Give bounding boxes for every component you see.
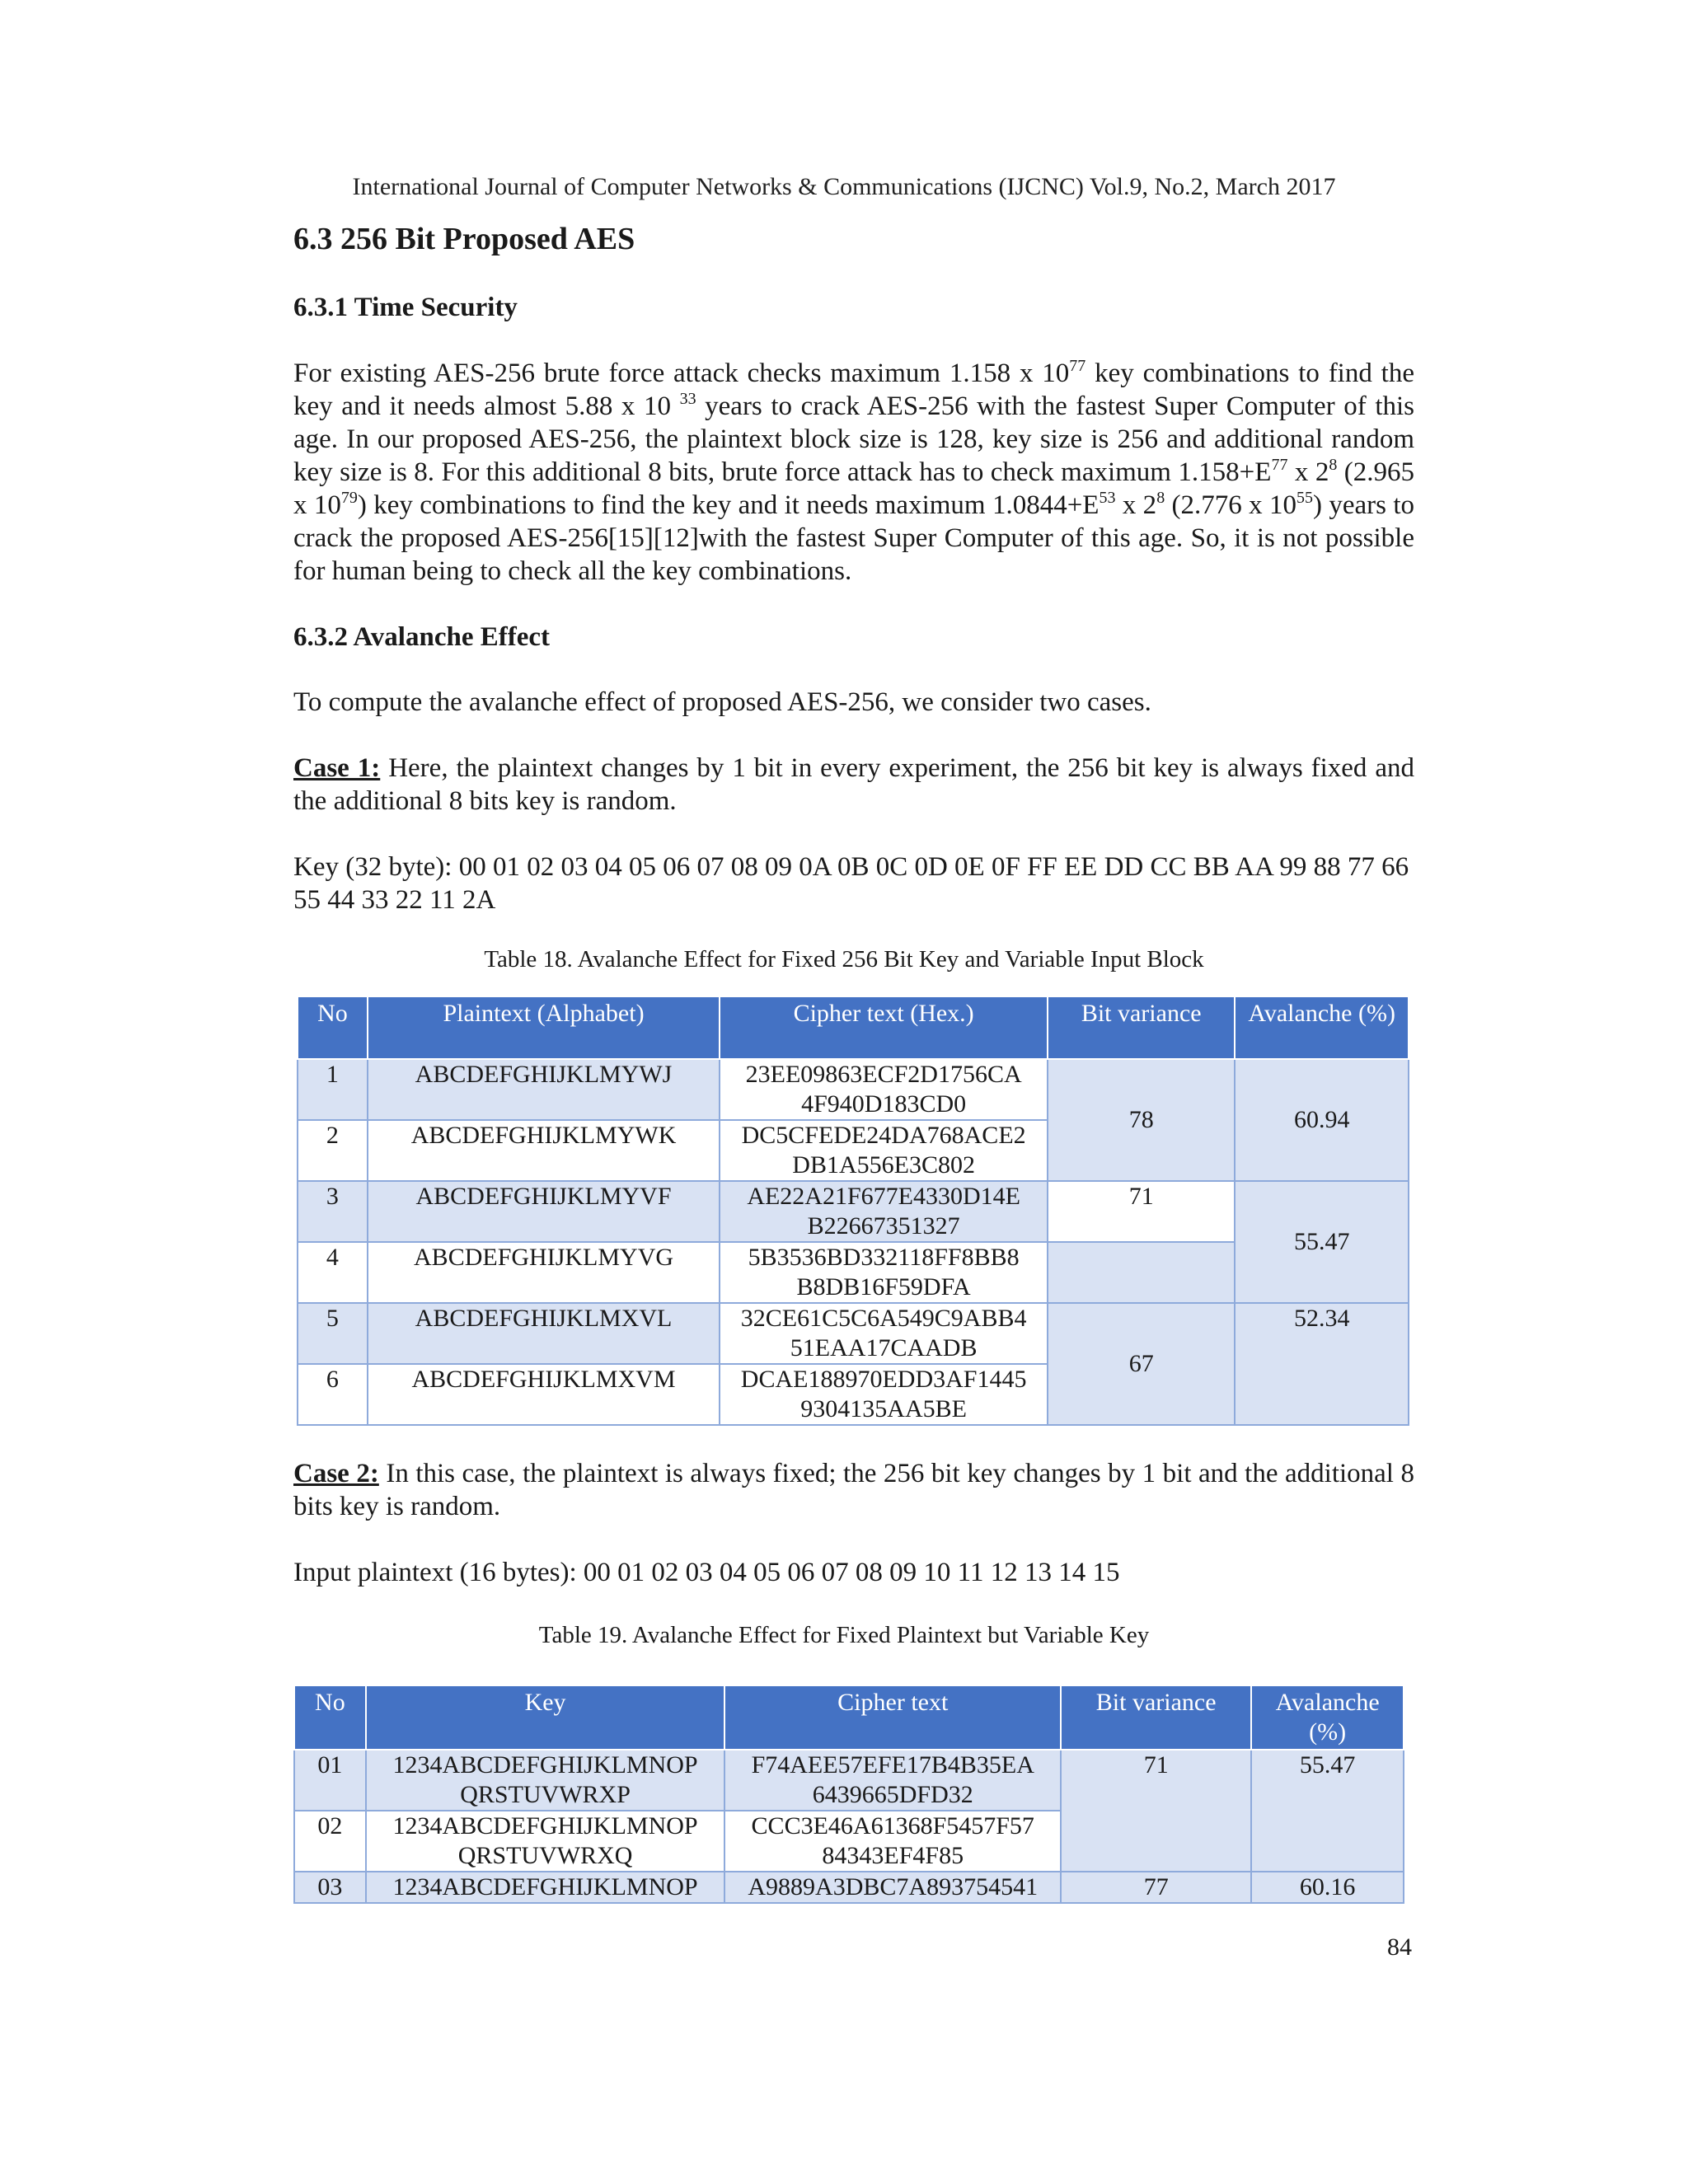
table19-no: 03 bbox=[294, 1872, 366, 1903]
table19-header-key: Key bbox=[366, 1685, 725, 1750]
table18-plaintext: ABCDEFGHIJKLMYVF bbox=[368, 1181, 720, 1242]
table18-bit-variance: 71 bbox=[1048, 1181, 1235, 1242]
table19-key: 1234ABCDEFGHIJKLMNOP bbox=[366, 1872, 725, 1903]
table18-header-no: No bbox=[298, 996, 368, 1059]
table18-header-cipher: Cipher text (Hex.) bbox=[720, 996, 1048, 1059]
table19-cipher: CCC3E46A61368F5457F57 84343EF4F85 bbox=[724, 1811, 1061, 1872]
table-row bbox=[298, 1303, 1409, 1364]
table18-no: 5 bbox=[298, 1303, 368, 1364]
table19-bit-variance: 77 bbox=[1061, 1872, 1251, 1903]
subsection-time-security-title: 6.3.1 Time Security bbox=[293, 293, 518, 322]
journal-header: International Journal of Computer Networks & Communications (IJCNC) Vol.9, No.2, March 2017 bbox=[352, 173, 1336, 200]
table18-no: 6 bbox=[298, 1364, 368, 1425]
table19-cipher: A9889A3DBC7A893754541 bbox=[724, 1872, 1061, 1903]
table18-cipher: DCAE188970EDD3AF1445 9304135AA5BE bbox=[720, 1364, 1048, 1425]
table19-bit-variance: 71 bbox=[1061, 1750, 1251, 1872]
table-row bbox=[294, 1872, 1404, 1903]
table18-avalanche: 55.47 bbox=[1235, 1181, 1409, 1303]
table18-header-avalanche: Avalanche (%) bbox=[1235, 996, 1409, 1059]
case2-paragraph: Case 2: In this case, the plaintext is always fixed; the 256 bit key changes by 1 bit and the additional 8 bits key is random. bbox=[293, 1459, 1414, 1521]
table18-cipher: 23EE09863ECF2D1756CA 4F940D183CD0 bbox=[720, 1059, 1048, 1120]
key-line: Key (32 byte): 00 01 02 03 04 05 06 07 08 09 0A 0B 0C 0D 0E 0F FF EE DD CC BB AA 99 88 77 66 55 44 33 22 11 2A bbox=[293, 852, 1409, 915]
table19-cipher: F74AEE57EFE17B4B35EA 6439665DFD32 bbox=[724, 1750, 1061, 1811]
table-row bbox=[298, 1181, 1409, 1242]
case2-label: Case 2: bbox=[293, 1459, 379, 1488]
table19-header-avalanche: Avalanche (%) bbox=[1251, 1685, 1404, 1750]
table19-header-bit-variance: Bit variance bbox=[1061, 1685, 1251, 1750]
table18-plaintext: ABCDEFGHIJKLMYVG bbox=[368, 1242, 720, 1303]
case1-paragraph: Case 1: Here, the plaintext changes by 1 bit in every experiment, the 256 bit key is always fixed and the additional 8 bits key is random. bbox=[293, 753, 1415, 816]
case1-label: Case 1: bbox=[293, 753, 381, 783]
table19-avalanche: 60.16 bbox=[1251, 1872, 1404, 1903]
table19-avalanche: 55.47 bbox=[1251, 1750, 1404, 1872]
table18-caption: Table 18. Avalanche Effect for Fixed 256 Bit Key and Variable Input Block bbox=[484, 946, 1204, 972]
table18-header-plaintext: Plaintext (Alphabet) bbox=[368, 996, 720, 1059]
table18-bit-variance: 67 bbox=[1048, 1303, 1235, 1425]
table-row bbox=[294, 1750, 1404, 1811]
table18 bbox=[297, 996, 1409, 1426]
subsection-avalanche-title: 6.3.2 Avalanche Effect bbox=[293, 622, 551, 652]
table19-no: 02 bbox=[294, 1811, 366, 1872]
table18-plaintext: ABCDEFGHIJKLMYWJ bbox=[368, 1059, 720, 1120]
table18-cipher: 5B3536BD332118FF8BB8 B8DB16F59DFA bbox=[720, 1242, 1048, 1303]
avalanche-intro: To compute the avalanche effect of proposed AES-256, we consider two cases. bbox=[293, 687, 1151, 717]
table18-bit-variance: 78 bbox=[1048, 1059, 1235, 1181]
table18-cipher: 32CE61C5C6A549C9ABB4 51EAA17CAADB bbox=[720, 1303, 1048, 1364]
table18-no: 3 bbox=[298, 1181, 368, 1242]
table-row bbox=[298, 1059, 1409, 1120]
table18-no: 1 bbox=[298, 1059, 368, 1120]
table18-bit-variance-empty bbox=[1048, 1242, 1235, 1303]
table18-avalanche: 60.94 bbox=[1235, 1059, 1409, 1181]
table18-plaintext: ABCDEFGHIJKLMYWK bbox=[368, 1120, 720, 1181]
table18-cipher: AE22A21F677E4330D14E B22667351327 bbox=[720, 1181, 1048, 1242]
table18-plaintext: ABCDEFGHIJKLMXVL bbox=[368, 1303, 720, 1364]
table19-header-cipher: Cipher text bbox=[724, 1685, 1061, 1750]
table19 bbox=[293, 1685, 1404, 1904]
input-plaintext-line: Input plaintext (16 bytes): 00 01 02 03 04 05 06 07 08 09 10 11 12 13 14 15 bbox=[293, 1558, 1120, 1587]
table19-header-no: No bbox=[294, 1685, 366, 1750]
page-number: 84 bbox=[1387, 1933, 1412, 1961]
time-security-paragraph: For existing AES-256 brute force attack checks maximum 1.158 x $10^{77}$ key combinations to find the key and it needs almost 5.88 x 10 $^{33}$ years to crack AES-256 with the fastest Super Computer of this age. In our proposed AES-256, the plaintext block size is 128, key size is 256 and additional random key size is 8. For this additional 8 bits, brute force attack has to check maximum $1.158+E^{77}$ x $2^8$ (2.965 x $10^{79}$) key combinations to find the key and it needs maximum $1.0844+E^{53}$ x $2^8$ (2.776 x $10^{55}$) years to crack the proposed AES-256[15][12]with the fastest Super Computer of this age. So, it is not possible for human being to check all the key combinations. bbox=[293, 357, 1415, 586]
table18-no: 2 bbox=[298, 1120, 368, 1181]
table19-header-row bbox=[294, 1685, 1404, 1750]
table19-key: 1234ABCDEFGHIJKLMNOP QRSTUVWRXQ bbox=[366, 1811, 725, 1872]
section-title: 6.3 256 Bit Proposed AES bbox=[293, 222, 635, 256]
table18-plaintext: ABCDEFGHIJKLMXVM bbox=[368, 1364, 720, 1425]
table18-avalanche: 52.34 bbox=[1235, 1303, 1409, 1425]
table18-header-bit-variance: Bit variance bbox=[1048, 996, 1235, 1059]
table19-caption: Table 19. Avalanche Effect for Fixed Plaintext but Variable Key bbox=[538, 1622, 1150, 1648]
table18-header-row bbox=[298, 996, 1409, 1059]
table19-no: 01 bbox=[294, 1750, 366, 1811]
table19-key: 1234ABCDEFGHIJKLMNOP QRSTUVWRXP bbox=[366, 1750, 725, 1811]
table18-cipher: DC5CFEDE24DA768ACE2 DB1A556E3C802 bbox=[720, 1120, 1048, 1181]
table18-no: 4 bbox=[298, 1242, 368, 1303]
